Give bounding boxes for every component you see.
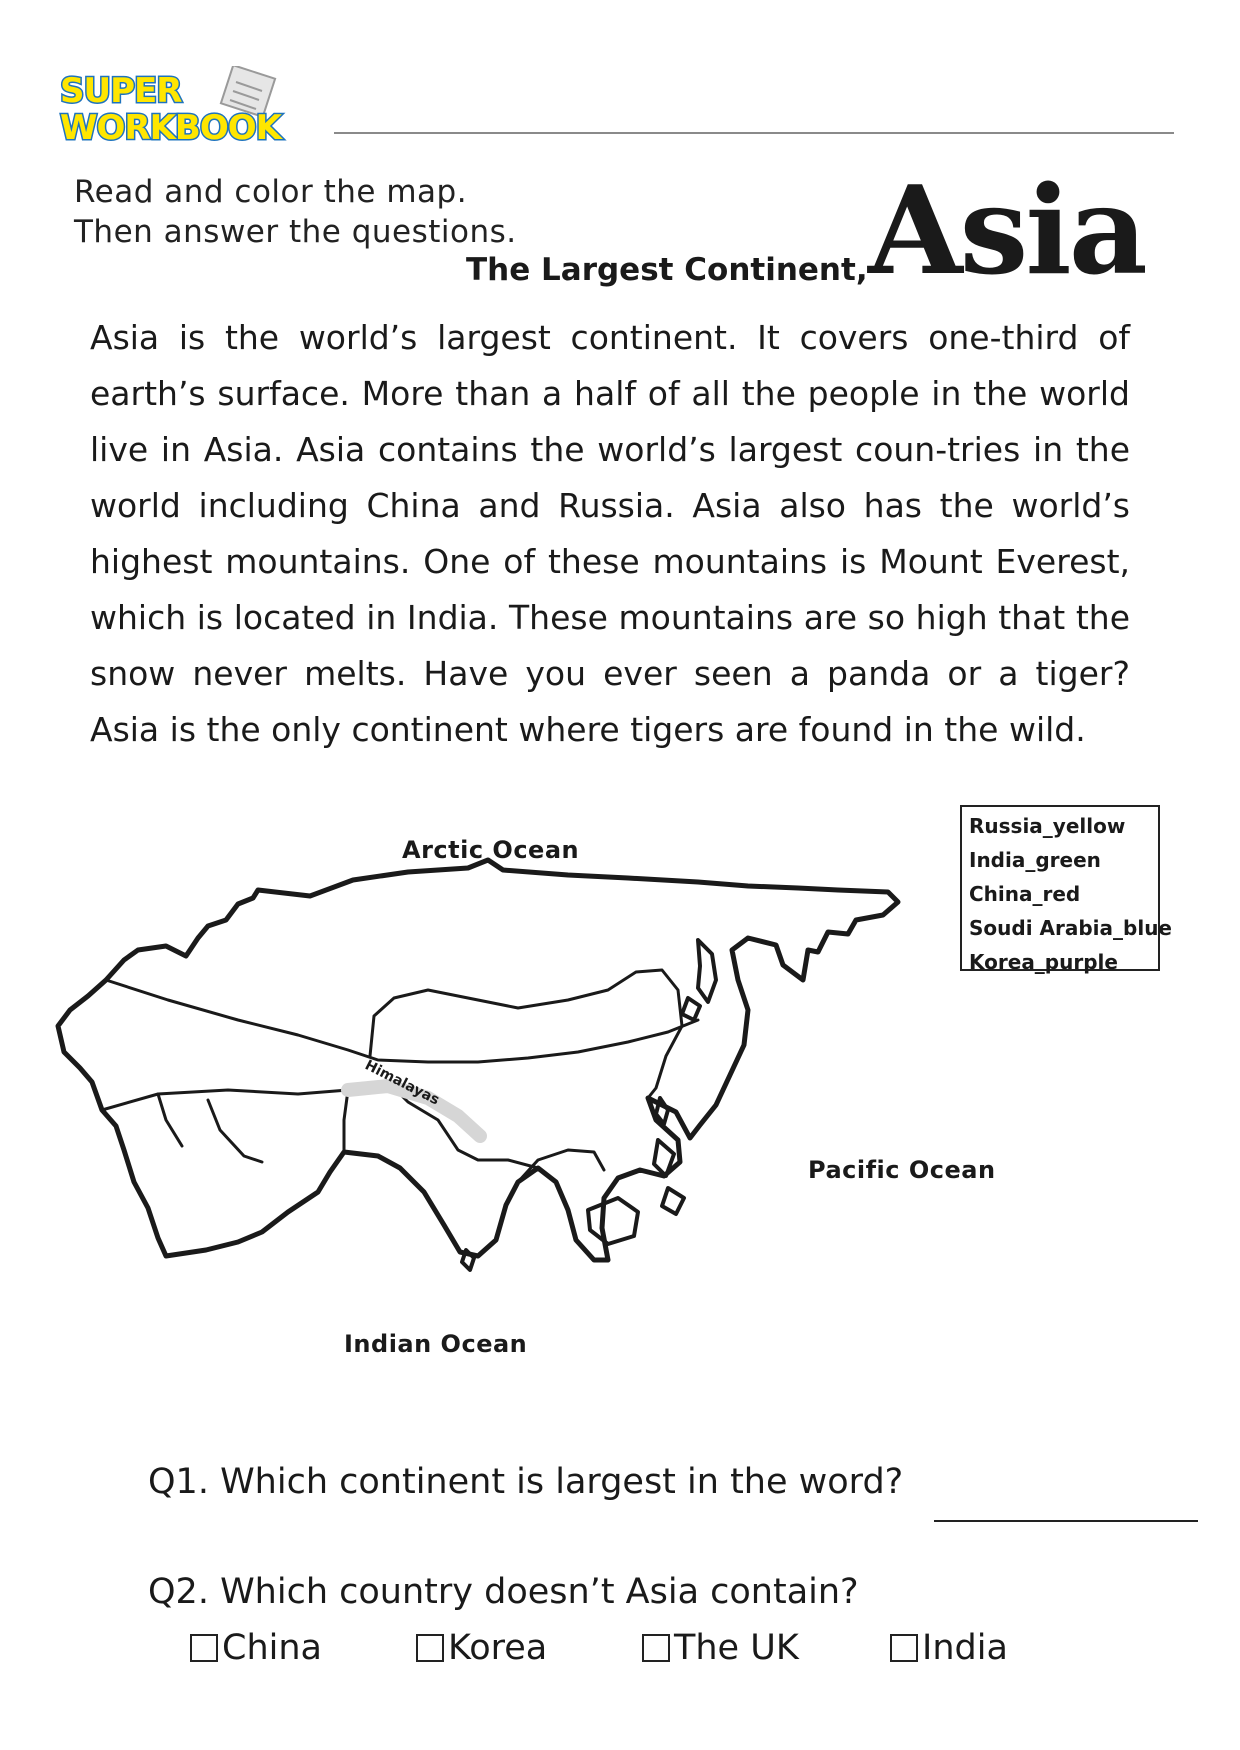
option-korea[interactable] [416,1628,547,1668]
color-legend [960,805,1172,974]
instruction-line-2: Then answer the questions. [74,214,517,250]
page-title: Asia [868,158,1145,302]
border-china [370,970,682,1098]
instructions [74,172,517,252]
question-2: Q2. Which country doesn’t Asia contain? [148,1572,859,1612]
checkbox[interactable] [642,1634,670,1662]
japan-island [698,940,716,1002]
pacific-ocean-label: Pacific Ocean [808,1156,996,1184]
option-india[interactable] [890,1628,1008,1668]
legend-item: India_green [969,848,1101,872]
checkbox[interactable] [416,1634,444,1662]
arctic-ocean-label: Arctic Ocean [402,836,580,864]
legend-item: Soudi Arabia_blue [969,916,1172,940]
border-russia-south [106,980,698,1062]
option-label: China [222,1628,322,1668]
island-north [682,998,700,1020]
option-label: Korea [448,1628,548,1668]
svg-text:WORKBOOK: WORKBOOK [60,108,282,146]
asia-coastline [58,860,898,1260]
legend-item: Korea_purple [969,950,1118,974]
checkbox[interactable] [890,1634,918,1662]
asia-map[interactable] [48,820,948,1340]
border-arabia [158,1094,262,1162]
option-china[interactable] [190,1628,322,1668]
indian-ocean-label: Indian Ocean [344,1330,528,1358]
option-label: India [922,1628,1008,1668]
option-label: The UK [674,1628,799,1668]
checkbox[interactable] [190,1634,218,1662]
question-1: Q1. Which continent is largest in the word? [148,1462,904,1502]
border-se-asia [518,1150,604,1182]
legend-item: Russia_yellow [969,814,1126,838]
option-the-uk[interactable] [642,1628,799,1668]
borneo-island [588,1198,638,1244]
instruction-line-1: Read and color the map. [74,174,468,210]
legend-item: China_red [969,882,1081,906]
himalayas-label: Himalayas [362,1057,442,1109]
super-workbook-logo [56,66,326,146]
header-rule [334,132,1174,134]
svg-text:SUPER: SUPER [60,71,182,111]
subtitle: The Largest Continent, [466,252,868,288]
q1-answer-line[interactable] [934,1520,1198,1522]
reading-passage: Asia is the world’s largest continent. It covers one-third of earth’s surface. More than a half of all the people in the world live in Asia. Asia contains the world’s largest coun-tries in the world including China and Russia. Asia also has the world’s highest mountains. One of these mountains is Mount Everest, which is located in India. These mountains are so high that the snow never melts. Have you ever seen a panda or a tiger? Asia is the only continent where tigers are found in the wild. [90,318,1130,749]
